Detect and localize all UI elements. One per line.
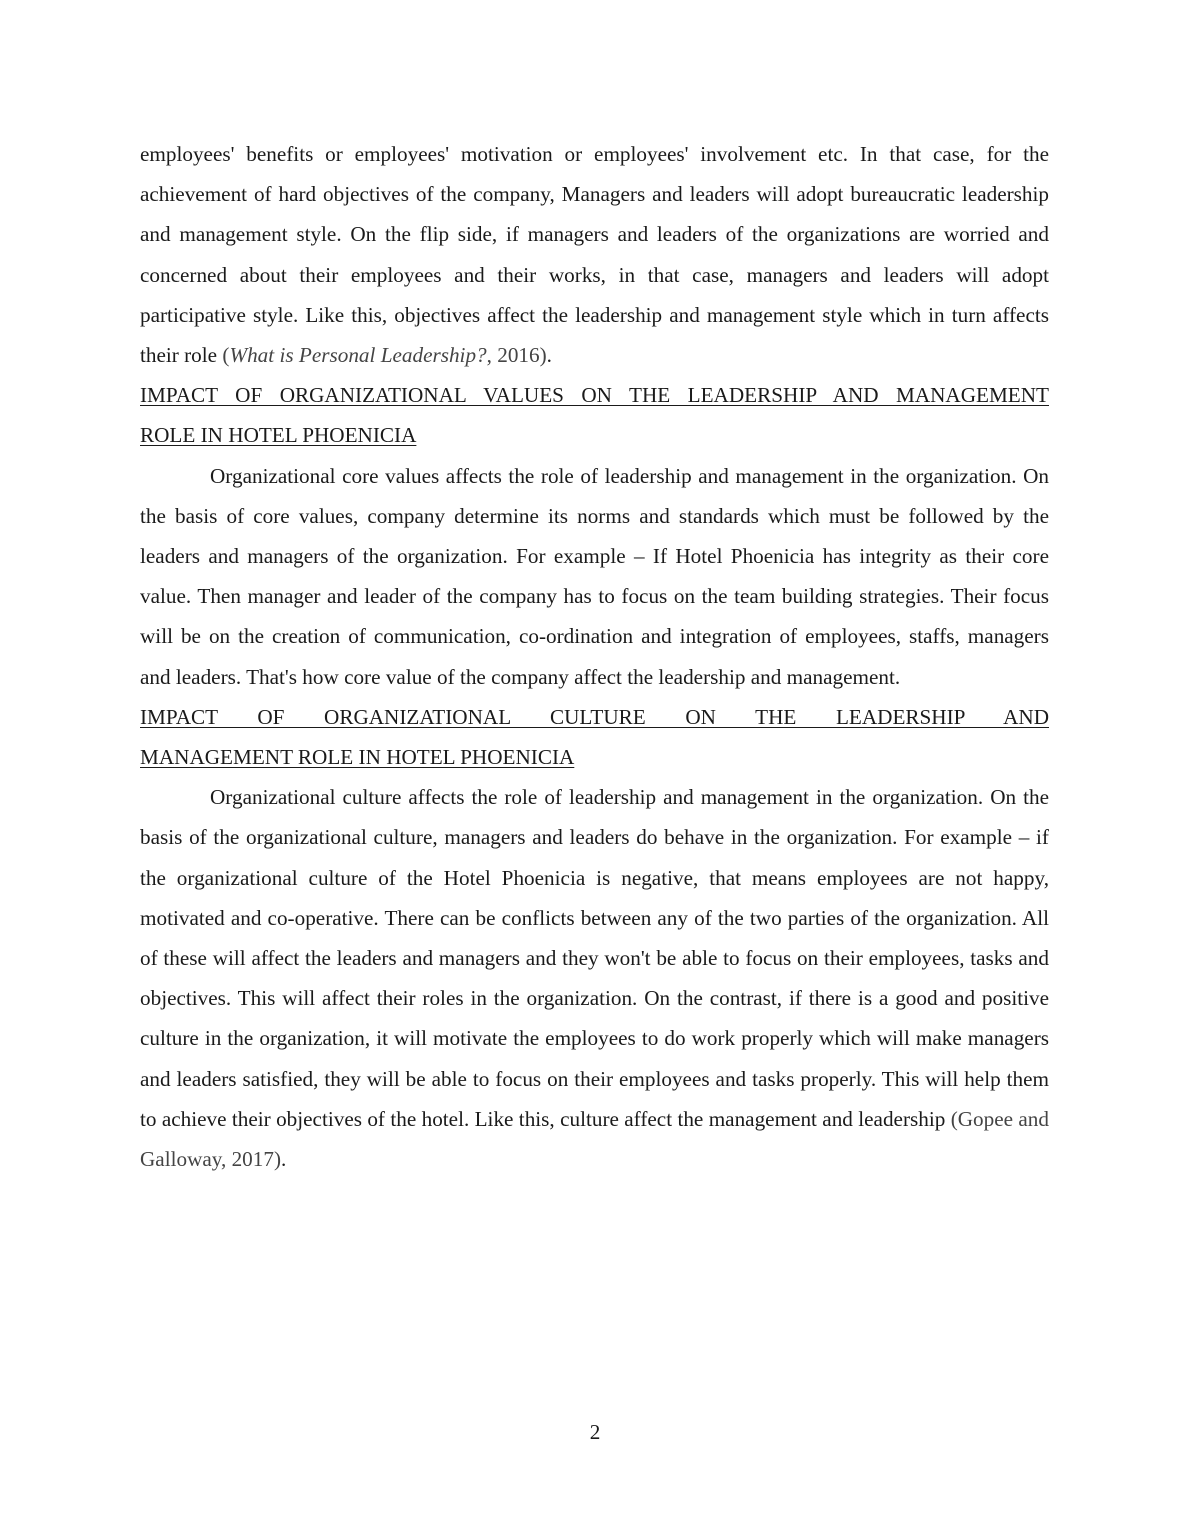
- section-heading-culture-line1: IMPACT OF ORGANIZATIONAL CULTURE ON THE LEADERSHIP AND: [140, 704, 1049, 729]
- document-page: [140, 134, 1049, 1179]
- values-paragraph: Organizational core values affects the role of leadership and management in the organization. On the basis of core values, company determine its norms and standards which must be followed by the leaders and managers of the organization. For example – If Hotel Phoenicia has integrity as their core value. Then manager and leader of the company has to focus on the team building strategies. Their focus will be on the creation of communication, co-ordination and integration of employees, staffs, managers and leaders. That's how core value of the company affect the leadership and management.: [140, 463, 1049, 689]
- section-heading-values-cont: [140, 415, 1049, 455]
- culture-citation: (Gopee and Galloway, 2017): [140, 1106, 1049, 1172]
- intro-citation: (What is Personal Leadership?, 2016): [222, 343, 547, 368]
- intro-paragraph-text: employees' benefits or employees' motivation or employees' involvement etc. In that case, for the achievement of hard objectives of the company, Managers and leaders will adopt bureaucratic leadership and management style. On the flip side, if managers and leaders of the organizations are worried and concerned about their employees and their works, in that case, managers and leaders will adopt participative style. Like this, objectives affect the leadership and management style which in turn affects their role: [140, 142, 1049, 368]
- intro-citation-title: What is Personal Leadership?: [229, 343, 487, 368]
- section-heading-values-line1: IMPACT OF ORGANIZATIONAL VALUES ON THE LEADERSHIP AND MANAGEMENT: [140, 383, 1049, 408]
- section-heading-values: [140, 375, 1049, 415]
- section-heading-culture-cont: [140, 737, 1049, 777]
- section-heading-culture: [140, 697, 1049, 737]
- intro-paragraph: employees' benefits or employees' motivation or employees' involvement etc. In that case, for the achievement of hard objectives of the company, Managers and leaders will adopt bureaucratic leadership and management style. On the flip side, if managers and leaders of the organizations are worried and concerned about their employees and their works, in that case, managers and leaders will adopt participative style. Like this, objectives affect the leadership and management style which in turn affects their role (What is Personal Leadership?, 2016).: [140, 142, 1049, 368]
- culture-paragraph: Organizational culture affects the role of leadership and management in the organization. On the basis of the organizational culture, managers and leaders do behave in the organization. For example – if the organizational culture of the Hotel Phoenicia is negative, that means employees are not happy, motivated and co-operative. There can be conflicts between any of the two parties of the organization. All of these will affect the leaders and managers and they won't be able to focus on their employees, tasks and objectives. This will affect their roles in the organization. On the contrast, if there is a good and positive culture in the organization, it will motivate the employees to do work properly which will make managers and leaders satisfied, they will be able to focus on their employees and tasks properly. This will help them to achieve their objectives of the hotel. Like this, culture affect the management and leadership (Gopee and Galloway, 2017).: [140, 785, 1049, 1172]
- page-number: 2: [589, 1420, 601, 1444]
- section-heading-values-line2: ROLE IN HOTEL PHOENICIA: [140, 423, 417, 448]
- culture-paragraph-text: Organizational culture affects the role of leadership and management in the organization. On the basis of the organizational culture, managers and leaders do behave in the organization. For example – if the organizational culture of the Hotel Phoenicia is negative, that means employees are not happy, motivated and co-operative. There can be conflicts between any of the two parties of the organization. All of these will affect the leaders and managers and they won't be able to focus on their employees, tasks and objectives. This will affect their roles in the organization. On the contrast, if there is a good and positive culture in the organization, it will motivate the employees to do work properly which will make managers and leaders satisfied, they will be able to focus on their employees and tasks properly. This will help them to achieve their objectives of the hotel. Like this, culture affect the management and leadership: [140, 785, 1049, 1131]
- section-heading-culture-line2: MANAGEMENT ROLE IN HOTEL PHOENICIA: [140, 745, 575, 770]
